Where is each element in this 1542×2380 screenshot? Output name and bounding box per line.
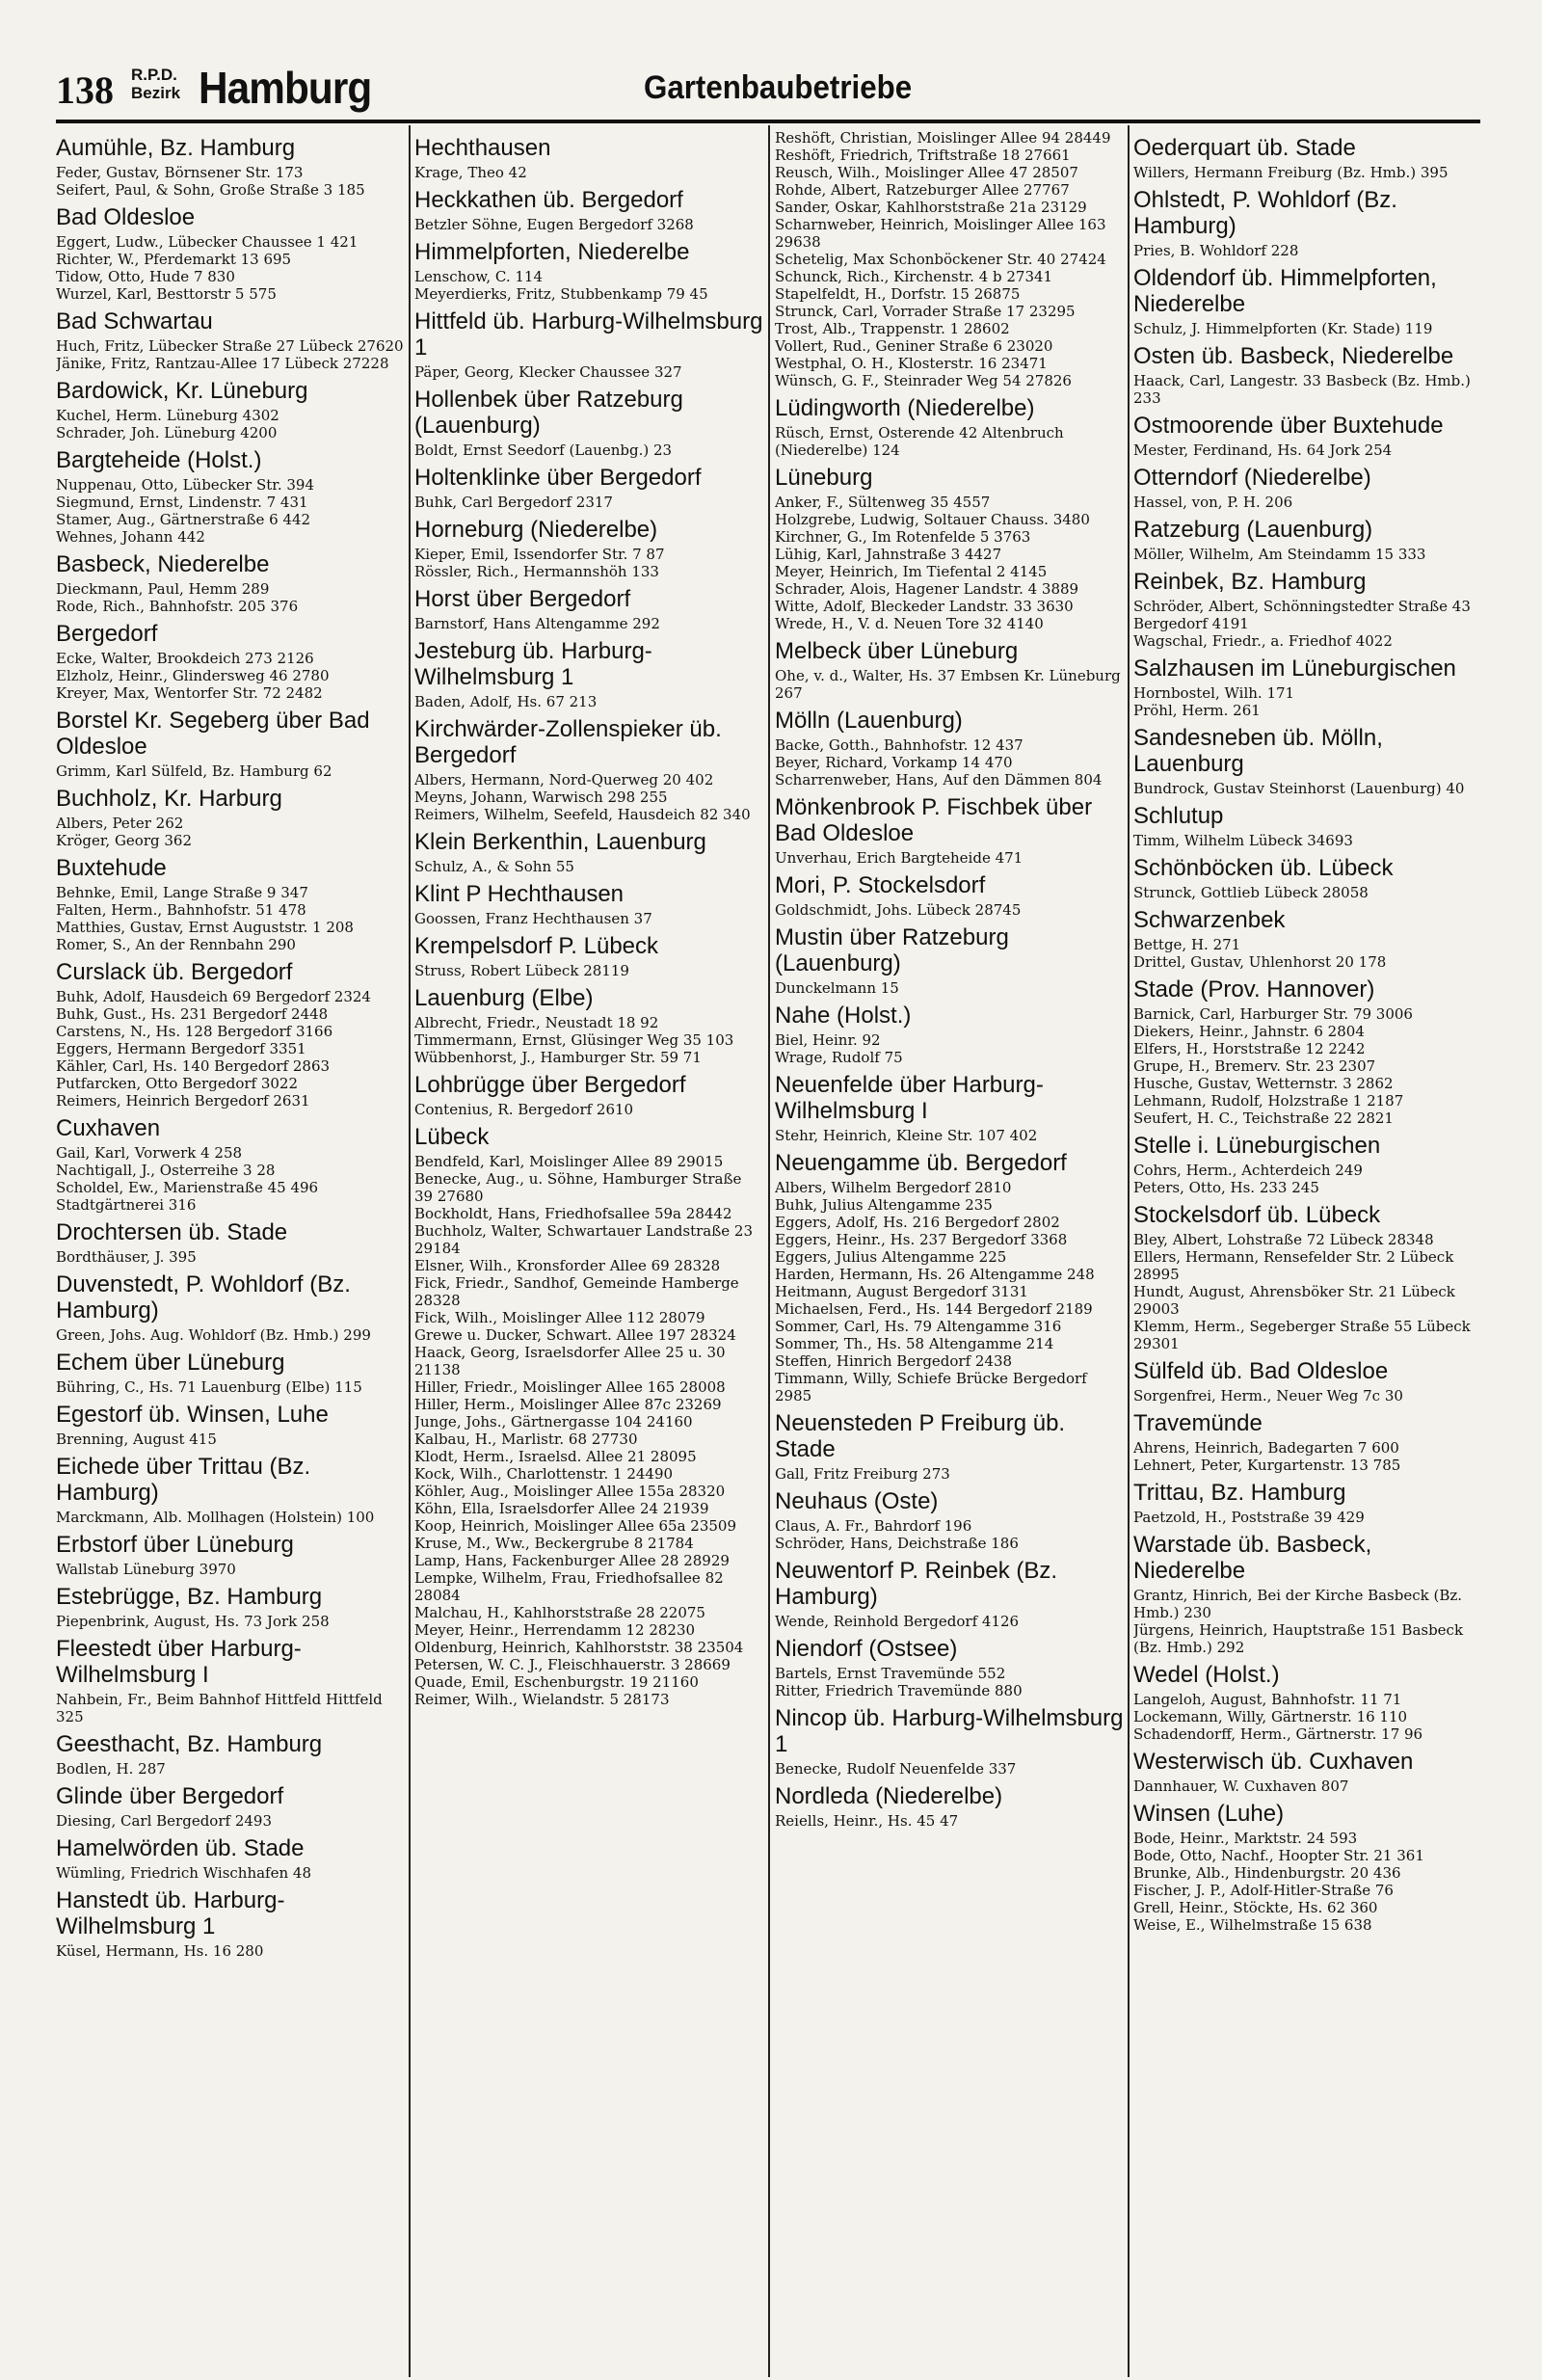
directory-entry: Kröger, Georg 362 [56, 832, 193, 849]
place-heading: Niendorf (Ostsee) [775, 1636, 958, 1662]
directory-entry: Lehmann, Rudolf, Holzstraße 1 2187 [1133, 1092, 1404, 1110]
directory-entry: Rössler, Rich., Hermannshöh 133 [414, 563, 659, 580]
directory-entry: Albrecht, Friedr., Neustadt 18 92 [414, 1014, 659, 1031]
place-heading: Neuengamme üb. Bergedorf [775, 1150, 1067, 1176]
directory-entry: Schadendorff, Herm., Gärtnerstr. 17 96 [1133, 1725, 1423, 1743]
place-heading: Reinbek, Bz. Hamburg [1133, 569, 1367, 595]
place-heading: Ostmoorende über Buxtehude [1133, 413, 1444, 439]
place-heading: Krempelsdorf P. Lübeck [414, 933, 659, 959]
directory-entry: Buhk, Adolf, Hausdeich 69 Bergedorf 2324 [56, 988, 371, 1005]
directory-entry: Wrage, Rudolf 75 [775, 1049, 903, 1066]
directory-entry: Bundrock, Gustav Steinhorst (Lauenburg) 40 [1133, 780, 1465, 797]
directory-entry: Albers, Peter 262 [56, 815, 184, 832]
place-heading: Mori, P. Stockelsdorf [775, 872, 986, 898]
directory-entry: Hiller, Friedr., Moislinger Allee 165 28008 [414, 1378, 726, 1396]
place-heading: Neuenfelde über Harburg-Wilhelmsburg I [775, 1072, 1044, 1124]
directory-entry: Rohde, Albert, Ratzeburger Allee 27767 [775, 181, 1070, 199]
directory-entry: Eggers, Julius Altengamme 225 [775, 1248, 1007, 1266]
place-heading: Bad Oldesloe [56, 204, 196, 230]
directory-entry: Buhk, Julius Altengamme 235 [775, 1196, 993, 1214]
place-heading: Fleestedt über Harburg-Wilhelmsburg I [56, 1636, 302, 1688]
directory-entry: Bendfeld, Karl, Moislinger Allee 89 29015 [414, 1153, 724, 1170]
directory-entry: Vollert, Rud., Geniner Straße 6 23020 [775, 337, 1053, 355]
directory-entry: Ohe, v. d., Walter, Hs. 37 Embsen Kr. Lüneburg 267 [775, 667, 1121, 702]
place-heading: Cuxhaven [56, 1115, 161, 1141]
directory-entry: Beyer, Richard, Vorkamp 14 470 [775, 754, 1013, 771]
directory-entry: Contenius, R. Bergedorf 2610 [414, 1101, 634, 1118]
directory-entry: Möller, Wilhelm, Am Steindamm 15 333 [1133, 546, 1426, 563]
place-heading: Ratzeburg (Lauenburg) [1133, 517, 1373, 543]
directory-entry: Cohrs, Herm., Achterdeich 249 [1133, 1162, 1363, 1179]
place-heading: Egestorf üb. Winsen, Luhe [56, 1402, 329, 1428]
directory-entry: Langeloh, August, Bahnhofstr. 11 71 [1133, 1691, 1402, 1708]
directory-entry: Fischer, J. P., Adolf-Hitler-Straße 76 [1133, 1882, 1394, 1899]
directory-entry: Wümling, Friedrich Wischhafen 48 [56, 1864, 311, 1882]
directory-entry: Hassel, von, P. H. 206 [1133, 494, 1293, 511]
directory-entry: Falten, Herm., Bahnhofstr. 51 478 [56, 901, 306, 919]
directory-entry: Unverhau, Erich Bargteheide 471 [775, 849, 1024, 867]
place-heading: Salzhausen im Lüneburgischen [1133, 655, 1456, 682]
directory-entry: Schetelig, Max Schonböckener Str. 40 27424 [775, 251, 1106, 268]
place-heading: Horst über Bergedorf [414, 586, 631, 612]
place-heading: Ohlstedt, P. Wohldorf (Bz. Hamburg) [1133, 187, 1397, 239]
directory-entry: Reshöft, Friedrich, Triftstraße 18 27661 [775, 147, 1071, 164]
place-heading: Bergedorf [56, 621, 158, 647]
directory-entry: Kieper, Emil, Issendorfer Str. 7 87 [414, 546, 665, 563]
place-heading: Klein Berkenthin, Lauenburg [414, 829, 706, 855]
directory-entry: Baden, Adolf, Hs. 67 213 [414, 693, 598, 710]
directory-entry: Nuppenau, Otto, Lübecker Str. 394 [56, 476, 314, 494]
directory-entry: Backe, Gotth., Bahnhofstr. 12 437 [775, 736, 1024, 754]
directory-entry: Wurzel, Karl, Besttorstr 5 575 [56, 285, 277, 303]
directory-entry: Jürgens, Heinrich, Hauptstraße 151 Basbeck (Bz. Hmb.) 292 [1133, 1621, 1464, 1656]
directory-entry: Hiller, Herm., Moislinger Allee 87c 23269 [414, 1396, 722, 1413]
place-heading: Nordleda (Niederelbe) [775, 1783, 1003, 1809]
directory-entry: Bley, Albert, Lohstraße 72 Lübeck 28348 [1133, 1231, 1434, 1248]
directory-entry: Strunck, Gottlieb Lübeck 28058 [1133, 884, 1369, 901]
directory-entry: Lühig, Karl, Jahnstraße 3 4427 [775, 546, 1002, 563]
directory-entry: Richter, W., Pferdemarkt 13 695 [56, 251, 292, 268]
place-heading: Holtenklinke über Bergedorf [414, 465, 702, 491]
directory-entry: Marckmann, Alb. Mollhagen (Holstein) 100 [56, 1509, 375, 1526]
place-heading: Echem über Lüneburg [56, 1350, 285, 1376]
directory-entry: Eggers, Heinr., Hs. 237 Bergedorf 3368 [775, 1231, 1068, 1248]
place-heading: Bargteheide (Holst.) [56, 447, 262, 473]
directory-column-3 [775, 129, 1124, 2375]
place-heading: Nahe (Holst.) [775, 1003, 912, 1029]
place-heading: Schwarzenbek [1133, 907, 1286, 933]
directory-column-4 [1133, 129, 1482, 2375]
place-heading: Bardowick, Kr. Lüneburg [56, 378, 308, 404]
directory-entry: Barnstorf, Hans Altengamme 292 [414, 615, 660, 632]
place-heading: Horneburg (Niederelbe) [414, 517, 658, 543]
directory-entry: Wehnes, Johann 442 [56, 528, 205, 546]
column-divider [768, 125, 770, 2377]
directory-entry: Tidow, Otto, Hude 7 830 [56, 268, 235, 285]
directory-entry: Bode, Heinr., Marktstr. 24 593 [1133, 1830, 1358, 1847]
place-heading: Oederquart üb. Stade [1133, 135, 1356, 161]
directory-entry: Wrede, H., V. d. Neuen Tore 32 4140 [775, 615, 1044, 632]
directory-entry: Ritter, Friedrich Travemünde 880 [775, 1682, 1023, 1699]
directory-entry: Eggers, Adolf, Hs. 216 Bergedorf 2802 [775, 1214, 1060, 1231]
place-heading: Hechthausen [414, 135, 551, 161]
directory-entry: Hornbostel, Wilh. 171 [1133, 684, 1295, 702]
directory-entry: Reiells, Heinr., Hs. 45 47 [775, 1812, 959, 1830]
directory-column-1 [56, 129, 405, 2375]
directory-entry: Reshöft, Christian, Moislinger Allee 94 28449 [775, 129, 1111, 147]
directory-entry: Kalbau, H., Marlistr. 68 27730 [414, 1431, 638, 1448]
place-heading: Borstel Kr. Segeberg über Bad Oldesloe [56, 708, 370, 760]
directory-entry: Jänike, Fritz, Rantzau-Allee 17 Lübeck 27228 [56, 355, 389, 372]
directory-entry: Elsner, Wilh., Kronsforder Allee 69 28328 [414, 1257, 721, 1274]
directory-entry: Ecke, Walter, Brookdeich 273 2126 [56, 650, 314, 667]
directory-entry: Carstens, N., Hs. 128 Bergedorf 3166 [56, 1023, 333, 1040]
directory-entry: Bettge, H. 271 [1133, 936, 1241, 953]
directory-entry: Koop, Heinrich, Moislinger Allee 65a 23509 [414, 1517, 737, 1535]
directory-entry: Krage, Theo 42 [414, 164, 527, 181]
place-heading: Stade (Prov. Hannover) [1133, 976, 1375, 1003]
directory-entry: Lehnert, Peter, Kurgartenstr. 13 785 [1133, 1457, 1401, 1474]
bezirk-label: Bezirk [131, 84, 181, 102]
directory-entry: Wagschal, Friedr., a. Friedhof 4022 [1133, 632, 1393, 650]
place-heading: Himmelpforten, Niederelbe [414, 239, 690, 265]
directory-entry: Klemm, Herm., Segeberger Straße 55 Lübeck 29301 [1133, 1318, 1471, 1352]
directory-entry: Fick, Friedr., Sandhof, Gemeinde Hamberge 28328 [414, 1274, 739, 1309]
place-heading: Estebrügge, Bz. Hamburg [56, 1584, 323, 1610]
directory-entry: Grupe, H., Bremerv. Str. 23 2307 [1133, 1057, 1376, 1075]
directory-entry: Buchholz, Walter, Schwartauer Landstraße 23 29184 [414, 1222, 753, 1257]
directory-entry: Green, Johs. Aug. Wohldorf (Bz. Hmb.) 299 [56, 1326, 371, 1344]
directory-entry: Kruse, M., Ww., Beckergrube 8 21784 [414, 1535, 694, 1552]
directory-entry: Quade, Emil, Eschenburgstr. 19 21160 [414, 1673, 699, 1691]
place-heading: Drochtersen üb. Stade [56, 1219, 288, 1245]
place-heading: Schönböcken üb. Lübeck [1133, 855, 1394, 881]
directory-entry: Wende, Reinhold Bergedorf 4126 [775, 1613, 1020, 1630]
directory-entry: Grell, Heinr., Stöckte, Hs. 62 360 [1133, 1899, 1378, 1916]
directory-entry: Goossen, Franz Hechthausen 37 [414, 910, 652, 927]
directory-entry: Bodlen, H. 287 [56, 1760, 166, 1778]
directory-entry: Scholdel, Ew., Marienstraße 45 496 [56, 1179, 319, 1196]
section-title: Gartenbaubetriebe [644, 69, 913, 106]
place-heading: Winsen (Luhe) [1133, 1801, 1285, 1827]
directory-entry: Reimers, Heinrich Bergedorf 2631 [56, 1092, 310, 1110]
place-heading: Mönkenbrook P. Fischbek über Bad Oldesloe [775, 794, 1093, 846]
place-heading: Buchholz, Kr. Harburg [56, 786, 282, 812]
directory-entry: Schulz, A., & Sohn 55 [414, 858, 574, 875]
column-divider [409, 125, 411, 2377]
place-heading: Neuensteden P Freiburg üb. Stade [775, 1410, 1066, 1462]
place-heading: Hanstedt üb. Harburg-Wilhelmsburg 1 [56, 1887, 285, 1939]
directory-entry: Pröhl, Herm. 261 [1133, 702, 1261, 719]
directory-entry: Schrader, Alois, Hagener Landstr. 4 3889 [775, 580, 1079, 598]
directory-entry: Matthies, Gustav, Ernst Auguststr. 1 208 [56, 919, 354, 936]
directory-entry: Elzholz, Heinr., Glindersweg 46 2780 [56, 667, 330, 684]
directory-entry: Michaelsen, Ferd., Hs. 144 Bergedorf 2189 [775, 1300, 1093, 1318]
directory-entry: Westphal, O. H., Klosterstr. 16 23471 [775, 355, 1048, 372]
directory-entry: Fick, Wilh., Moislinger Allee 112 28079 [414, 1309, 705, 1326]
directory-entry: Stadtgärtnerei 316 [56, 1196, 197, 1214]
directory-entry: Eggert, Ludw., Lübecker Chaussee 1 421 [56, 233, 359, 251]
directory-entry: Bordthäuser, J. 395 [56, 1248, 197, 1266]
directory-entry: Strunck, Carl, Vorrader Straße 17 23295 [775, 303, 1076, 320]
directory-entry: Stapelfeldt, H., Dorfstr. 15 26875 [775, 285, 1021, 303]
directory-entry: Behnke, Emil, Lange Straße 9 347 [56, 884, 308, 901]
directory-entry: Petersen, W. C. J., Fleischhauerstr. 3 28669 [414, 1656, 731, 1673]
directory-entry: Steffen, Hinrich Bergedorf 2438 [775, 1352, 1013, 1370]
directory-entry: Köhn, Ella, Israelsdorfer Allee 24 21939 [414, 1500, 709, 1517]
directory-entry: Husche, Gustav, Wetternstr. 3 2862 [1133, 1075, 1394, 1092]
place-heading: Schlutup [1133, 803, 1224, 829]
directory-entry: Küsel, Hermann, Hs. 16 280 [56, 1942, 264, 1960]
directory-entry: Benecke, Aug., u. Söhne, Hamburger Straße 39 27680 [414, 1170, 742, 1205]
place-heading: Hamelwörden üb. Stade [56, 1835, 305, 1861]
directory-entry: Dannhauer, W. Cuxhaven 807 [1133, 1778, 1349, 1795]
place-heading: Osten üb. Basbeck, Niederelbe [1133, 343, 1454, 369]
directory-entry: Boldt, Ernst Seedorf (Lauenbg.) 23 [414, 441, 673, 459]
header-rule [56, 120, 1480, 123]
directory-entry: Klodt, Herm., Israelsd. Allee 21 28095 [414, 1448, 697, 1465]
place-heading: Duvenstedt, P. Wohldorf (Bz. Hamburg) [56, 1271, 351, 1324]
directory-entry: Meyns, Johann, Warwisch 298 255 [414, 789, 668, 806]
directory-entry: Bühring, C., Hs. 71 Lauenburg (Elbe) 115 [56, 1378, 362, 1396]
place-heading: Neuhaus (Oste) [775, 1488, 939, 1514]
directory-entry: Ahrens, Heinrich, Badegarten 7 600 [1133, 1439, 1399, 1457]
directory-entry: Seifert, Paul, & Sohn, Große Straße 3 185 [56, 181, 365, 199]
directory-entry: Junge, Johs., Gärtnergasse 104 24160 [414, 1413, 693, 1431]
directory-entry: Schunck, Rich., Kirchenstr. 4 b 27341 [775, 268, 1053, 285]
directory-entry: Diesing, Carl Bergedorf 2493 [56, 1812, 272, 1830]
directory-entry: Sorgenfrei, Herm., Neuer Weg 7c 30 [1133, 1387, 1403, 1404]
directory-entry: Stamer, Aug., Gärtnerstraße 6 442 [56, 511, 311, 528]
directory-entry: Huch, Fritz, Lübecker Straße 27 Lübeck 27620 [56, 337, 404, 355]
directory-entry: Heitmann, August Bergedorf 3131 [775, 1283, 1028, 1300]
place-heading: Neuwentorf P. Reinbek (Bz. Hamburg) [775, 1558, 1058, 1610]
directory-entry: Meyer, Heinrich, Im Tiefental 2 4145 [775, 563, 1048, 580]
place-heading: Lüneburg [775, 465, 873, 491]
directory-entry: Betzler Söhne, Eugen Bergedorf 3268 [414, 216, 694, 233]
directory-entry: Piepenbrink, August, Hs. 73 Jork 258 [56, 1613, 330, 1630]
directory-entry: Rüsch, Ernst, Osterende 42 Altenbruch (Niederelbe) 124 [775, 424, 1064, 459]
place-heading: Erbstorf über Lüneburg [56, 1532, 294, 1558]
directory-entry: Brenning, August 415 [56, 1431, 217, 1448]
rpd-abbrev: R.P.D. [131, 66, 177, 84]
directory-entry: Kirchner, G., Im Rotenfelde 5 3763 [775, 528, 1031, 546]
place-heading: Lauenburg (Elbe) [414, 985, 594, 1011]
directory-entry: Haack, Georg, Israelsdorfer Allee 25 u. 30 21138 [414, 1344, 726, 1378]
place-heading: Sandesneben üb. Mölln, Lauenburg [1133, 725, 1383, 777]
directory-entry: Bartels, Ernst Travemünde 552 [775, 1665, 1006, 1682]
place-heading: Geesthacht, Bz. Hamburg [56, 1731, 323, 1757]
directory-entry: Bockholdt, Hans, Friedhofsallee 59a 28442 [414, 1205, 732, 1222]
place-heading: Hittfeld üb. Harburg-Wilhelmsburg 1 [414, 308, 763, 361]
directory-entry: Bode, Otto, Nachf., Hoopter Str. 21 361 [1133, 1847, 1424, 1864]
place-heading: Heckkathen üb. Bergedorf [414, 187, 683, 213]
directory-entry: Ellers, Hermann, Rensefelder Str. 2 Lübeck 28995 [1133, 1248, 1454, 1283]
directory-entry: Harden, Hermann, Hs. 26 Altengamme 248 [775, 1266, 1095, 1283]
directory-entry: Biel, Heinr. 92 [775, 1031, 881, 1049]
place-heading: Hollenbek über Ratzeburg (Lauenburg) [414, 387, 683, 439]
place-heading: Lübeck [414, 1124, 490, 1150]
place-heading: Stockelsdorf üb. Lübeck [1133, 1202, 1381, 1228]
directory-entry: Nahbein, Fr., Beim Bahnhof Hittfeld Hittfeld 325 [56, 1691, 383, 1725]
place-heading: Lohbrügge über Bergedorf [414, 1072, 686, 1098]
city-title: Hamburg [199, 63, 372, 113]
directory-entry: Willers, Hermann Freiburg (Bz. Hmb.) 395 [1133, 164, 1449, 181]
directory-entry: Stehr, Heinrich, Kleine Str. 107 402 [775, 1127, 1038, 1144]
directory-entry: Pries, B. Wohldorf 228 [1133, 242, 1299, 259]
directory-entry: Drittel, Gustav, Uhlenhorst 20 178 [1133, 953, 1387, 971]
directory-entry: Putfarcken, Otto Bergedorf 3022 [56, 1075, 299, 1092]
place-heading: Oldendorf üb. Himmelpforten, Niederelbe [1133, 265, 1437, 317]
directory-entry: Schröder, Hans, Deichstraße 186 [775, 1535, 1019, 1552]
directory-entry: Albers, Hermann, Nord-Querweg 20 402 [414, 771, 714, 789]
directory-entry: Witte, Adolf, Bleckeder Landstr. 33 3630 [775, 598, 1074, 615]
directory-entry: Reusch, Wilh., Moislinger Allee 47 28507 [775, 164, 1078, 181]
place-heading: Westerwisch üb. Cuxhaven [1133, 1749, 1414, 1775]
directory-entry: Lockemann, Willy, Gärtnerstr. 16 110 [1133, 1708, 1408, 1725]
directory-entry: Hundt, August, Ahrensböker Str. 21 Lübeck 29003 [1133, 1283, 1455, 1318]
directory-entry: Lempke, Wilhelm, Frau, Friedhofsallee 82 28084 [414, 1569, 724, 1604]
place-heading: Buxtehude [56, 855, 167, 881]
place-heading: Eichede über Trittau (Bz. Hamburg) [56, 1454, 311, 1506]
directory-entry: Reimers, Wilhelm, Seefeld, Hausdeich 82 340 [414, 806, 751, 823]
place-heading: Jesteburg üb. Harburg-Wilhelmsburg 1 [414, 638, 652, 690]
directory-entry: Gail, Karl, Vorwerk 4 258 [56, 1144, 243, 1162]
directory-entry: Lamp, Hans, Fackenburger Allee 28 28929 [414, 1552, 730, 1569]
directory-entry: Sander, Oskar, Kahlhorststraße 21a 23129 [775, 199, 1087, 216]
directory-entry: Scharrenweber, Hans, Auf den Dämmen 804 [775, 771, 1103, 789]
directory-entry: Reimer, Wilh., Wielandstr. 5 28173 [414, 1691, 670, 1708]
rpd-label [131, 66, 180, 102]
directory-entry: Schrader, Joh. Lüneburg 4200 [56, 424, 278, 441]
directory-entry: Gall, Fritz Freiburg 273 [775, 1465, 950, 1483]
directory-entry: Benecke, Rudolf Neuenfelde 337 [775, 1760, 1017, 1778]
place-heading: Nincop üb. Harburg-Wilhelmsburg 1 [775, 1705, 1124, 1757]
directory-entry: Köhler, Aug., Moislinger Allee 155a 28320 [414, 1483, 726, 1500]
directory-entry: Timm, Wilhelm Lübeck 34693 [1133, 832, 1353, 849]
directory-entry: Brunke, Alb., Hindenburgstr. 20 436 [1133, 1864, 1401, 1882]
directory-entry: Dunckelmann 15 [775, 979, 899, 997]
place-heading: Travemünde [1133, 1410, 1263, 1436]
directory-entry: Wübbenhorst, J., Hamburger Str. 59 71 [414, 1049, 702, 1066]
directory-entry: Wallstab Lüneburg 3970 [56, 1561, 236, 1578]
page-header [56, 60, 1482, 120]
directory-entry: Rode, Rich., Bahnhofstr. 205 376 [56, 598, 299, 615]
directory-entry: Buhk, Gust., Hs. 231 Bergedorf 2448 [56, 1005, 329, 1023]
directory-entry: Siegmund, Ernst, Lindenstr. 7 431 [56, 494, 308, 511]
directory-entry: Kreyer, Max, Wentorfer Str. 72 2482 [56, 684, 323, 702]
directory-entry: Claus, A. Fr., Bahrdorf 196 [775, 1517, 972, 1535]
page-number: 138 [56, 68, 114, 112]
directory-entry: Anker, F., Sültenweg 35 4557 [775, 494, 991, 511]
directory-entry: Kuchel, Herm. Lüneburg 4302 [56, 407, 279, 424]
directory-entry: Scharnweber, Heinrich, Moislinger Allee 163 29638 [775, 216, 1106, 251]
place-heading: Trittau, Bz. Hamburg [1133, 1480, 1346, 1506]
place-heading: Kirchwärder-Zollenspieker üb. Bergedorf [414, 716, 722, 768]
directory-entry: Feder, Gustav, Börnsener Str. 173 [56, 164, 304, 181]
place-heading: Melbeck über Lüneburg [775, 638, 1019, 664]
place-heading: Wedel (Holst.) [1133, 1662, 1280, 1688]
directory-entry: Kock, Wilh., Charlottenstr. 1 24490 [414, 1465, 674, 1483]
directory-entry: Peters, Otto, Hs. 233 245 [1133, 1179, 1319, 1196]
place-heading: Aumühle, Bz. Hamburg [56, 135, 296, 161]
place-heading: Mölln (Lauenburg) [775, 708, 963, 734]
directory-entry: Eggers, Hermann Bergedorf 3351 [56, 1040, 306, 1057]
place-heading: Klint P Hechthausen [414, 881, 625, 907]
place-heading: Glinde über Bergedorf [56, 1783, 284, 1809]
directory-entry: Päper, Georg, Klecker Chaussee 327 [414, 363, 682, 381]
directory-entry: Malchau, H., Kahlhorststraße 28 22075 [414, 1604, 705, 1621]
directory-column-2 [414, 129, 763, 2375]
place-heading: Stelle i. Lüneburgischen [1133, 1133, 1381, 1159]
place-heading: Bad Schwartau [56, 308, 213, 334]
place-heading: Sülfeld üb. Bad Oldesloe [1133, 1358, 1389, 1384]
place-heading: Mustin über Ratzeburg (Lauenburg) [775, 924, 1009, 976]
directory-entry: Buhk, Carl Bergedorf 2317 [414, 494, 613, 511]
directory-entry: Grewe u. Ducker, Schwart. Allee 197 28324 [414, 1326, 736, 1344]
directory-entry: Weise, E., Wilhelmstraße 15 638 [1133, 1916, 1372, 1934]
directory-entry: Lenschow, C. 114 [414, 268, 543, 285]
directory-entry: Goldschmidt, Johs. Lübeck 28745 [775, 901, 1022, 919]
directory-entry: Seufert, H. C., Teichstraße 22 2821 [1133, 1110, 1394, 1127]
column-divider [1128, 125, 1130, 2377]
directory-entry: Timmann, Willy, Schiefe Brücke Bergedorf 2985 [775, 1370, 1087, 1404]
directory-entry: Timmermann, Ernst, Glüsinger Weg 35 103 [414, 1031, 734, 1049]
place-heading: Curslack üb. Bergedorf [56, 959, 293, 985]
directory-entry: Mester, Ferdinand, Hs. 64 Jork 254 [1133, 441, 1393, 459]
directory-entry: Haack, Carl, Langestr. 33 Basbeck (Bz. Hmb.) 233 [1133, 372, 1471, 407]
directory-entry: Meyerdierks, Fritz, Stubbenkamp 79 45 [414, 285, 708, 303]
directory-entry: Barnick, Carl, Harburger Str. 79 3006 [1133, 1005, 1413, 1023]
directory-entry: Dieckmann, Paul, Hemm 289 [56, 580, 270, 598]
directory-entry: Meyer, Heinr., Herrendamm 12 28230 [414, 1621, 696, 1639]
directory-entry: Oldenburg, Heinrich, Kahlhorststr. 38 23504 [414, 1639, 744, 1656]
place-heading: Warstade üb. Basbeck, Niederelbe [1133, 1532, 1372, 1584]
place-heading: Basbeck, Niederelbe [56, 551, 270, 577]
directory-entry: Nachtigall, J., Osterreihe 3 28 [56, 1162, 276, 1179]
directory-entry: Sommer, Th., Hs. 58 Altengamme 214 [775, 1335, 1054, 1352]
directory-entry: Holzgrebe, Ludwig, Soltauer Chauss. 3480 [775, 511, 1090, 528]
directory-entry: Struss, Robert Lübeck 28119 [414, 962, 629, 979]
directory-entry: Sommer, Carl, Hs. 79 Altengamme 316 [775, 1318, 1062, 1335]
place-heading: Otterndorf (Niederelbe) [1133, 465, 1371, 491]
directory-entry: Romer, S., An der Rennbahn 290 [56, 936, 296, 953]
directory-entry: Paetzold, H., Poststraße 39 429 [1133, 1509, 1365, 1526]
directory-entry: Schröder, Albert, Schönningstedter Straße 43 Bergedorf 4191 [1133, 598, 1471, 632]
directory-entry: Elfers, H., Horststraße 12 2242 [1133, 1040, 1366, 1057]
directory-entry: Albers, Wilhelm Bergedorf 2810 [775, 1179, 1012, 1196]
place-heading: Lüdingworth (Niederelbe) [775, 395, 1035, 421]
directory-entry: Schulz, J. Himmelpforten (Kr. Stade) 119 [1133, 320, 1433, 337]
directory-entry: Diekers, Heinr., Jahnstr. 6 2804 [1133, 1023, 1365, 1040]
directory-entry: Grantz, Hinrich, Bei der Kirche Basbeck (Bz. Hmb.) 230 [1133, 1587, 1463, 1621]
directory-entry: Kähler, Carl, Hs. 140 Bergedorf 2863 [56, 1057, 331, 1075]
directory-entry: Wünsch, G. F., Steinrader Weg 54 27826 [775, 372, 1072, 389]
directory-entry: Grimm, Karl Sülfeld, Bz. Hamburg 62 [56, 762, 332, 780]
directory-entry: Trost, Alb., Trappenstr. 1 28602 [775, 320, 1010, 337]
